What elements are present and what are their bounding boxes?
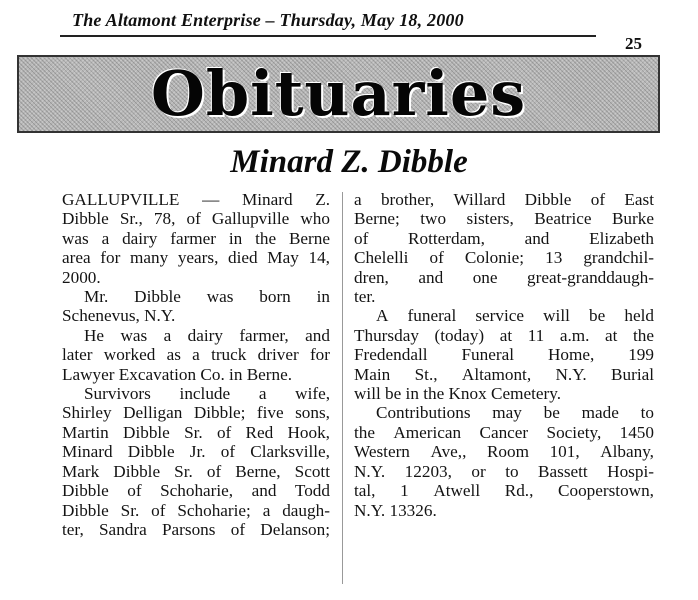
text-line <box>62 326 330 345</box>
word: farmer <box>170 228 217 248</box>
text-line <box>354 403 654 422</box>
word: at <box>499 325 513 345</box>
word: grandchil- <box>583 248 654 268</box>
word: American <box>393 422 462 442</box>
text-line <box>62 345 330 364</box>
word: of <box>354 228 369 248</box>
word: Parsons <box>161 519 216 539</box>
word: a.m. <box>559 325 590 345</box>
text-line <box>354 306 654 325</box>
word: A <box>376 306 389 326</box>
word: sisters, <box>466 209 514 229</box>
word: Dibble <box>62 209 109 229</box>
word: and <box>418 267 444 287</box>
text-line: will be in the Knox Cemetery. <box>354 384 561 404</box>
word: Mr. <box>84 287 109 307</box>
word: Dibble <box>123 422 170 442</box>
text-line <box>354 462 654 481</box>
text-line <box>354 345 654 364</box>
word: Berne; <box>354 209 400 229</box>
word: Sr. <box>120 500 140 520</box>
word: Martin <box>62 422 109 442</box>
word: Rotterdam, <box>408 228 485 248</box>
word: Altamont, <box>461 364 532 384</box>
text-line <box>62 423 330 442</box>
word: later <box>62 345 93 365</box>
word: Rd., <box>504 481 534 501</box>
text-line <box>62 462 330 481</box>
word: Cancer <box>479 422 529 442</box>
word: Chelelli <box>354 248 409 268</box>
word: Burke <box>611 209 654 229</box>
word: Berne, <box>235 461 281 481</box>
word: Mark <box>62 461 100 481</box>
text-line <box>354 209 654 228</box>
text-line: N.Y. 13326. <box>354 500 437 520</box>
text-line <box>354 326 654 345</box>
word: of <box>151 500 166 520</box>
text-line <box>354 248 654 267</box>
word: Minard <box>62 442 113 462</box>
word: N.Y. <box>555 364 587 384</box>
word: for <box>100 248 121 268</box>
text-line: Schenevus, N.Y. <box>62 306 176 326</box>
text-line <box>62 501 330 520</box>
word: a <box>262 500 271 520</box>
word: who <box>300 209 330 229</box>
word: great-granddaugh- <box>527 267 654 287</box>
word: Main <box>354 364 391 384</box>
word: Contributions <box>376 403 471 423</box>
word: tal, <box>354 481 376 501</box>
word: brother, <box>380 190 435 209</box>
text-line <box>354 268 654 287</box>
word: Schoharie, <box>160 481 234 501</box>
word: be <box>589 306 606 326</box>
text-line <box>62 481 330 500</box>
word: Atwell <box>433 481 481 501</box>
word: was <box>206 287 234 307</box>
text-line <box>354 229 654 248</box>
word: Fredendall <box>354 345 428 365</box>
section-banner <box>17 55 660 133</box>
word: Room <box>486 442 529 462</box>
word: Society, <box>546 422 602 442</box>
word: worked <box>103 345 156 365</box>
word: Elizabeth <box>589 228 654 248</box>
obituary-headline: Minard Z. Dibble <box>230 144 468 180</box>
word: Sr. <box>174 461 193 481</box>
word: made <box>581 403 619 423</box>
word: Delanson; <box>260 519 330 539</box>
word: Minard <box>241 190 293 209</box>
word: Dibble <box>127 442 175 462</box>
word: years, <box>177 248 219 268</box>
word: was <box>120 325 148 345</box>
word: of <box>590 190 606 209</box>
word: sons, <box>295 403 330 423</box>
word: St., <box>414 364 438 384</box>
word: for <box>309 345 330 365</box>
word: May <box>267 248 299 268</box>
word: Dibble; <box>193 403 246 423</box>
word: GALLUPVILLE <box>62 190 180 209</box>
word: of <box>206 461 222 481</box>
word: Home, <box>547 345 595 365</box>
text-line <box>62 442 330 461</box>
word: Shirley <box>62 403 112 423</box>
page-number: 25 <box>625 34 642 53</box>
word: Sr., <box>119 209 143 229</box>
word: of <box>186 209 201 229</box>
word: Colonie; <box>464 248 525 268</box>
text-line: Lawyer Excavation Co. in Berne. <box>62 364 293 384</box>
text-line <box>354 481 654 500</box>
word: in <box>316 287 330 307</box>
word: the <box>354 422 375 442</box>
word: was <box>62 228 89 248</box>
word: a <box>354 190 362 209</box>
word: Hook, <box>287 422 330 442</box>
word: include <box>179 384 231 404</box>
word: 1450 <box>619 422 654 442</box>
word: Jr. <box>189 442 206 462</box>
word: a <box>192 345 200 365</box>
word: Survivors <box>84 384 151 404</box>
section-title: Obituaries <box>150 57 527 130</box>
word: one <box>472 267 498 287</box>
word: died <box>228 248 258 268</box>
word: 78, <box>153 209 176 229</box>
word: 11 <box>527 325 545 345</box>
word: a <box>258 384 267 404</box>
word: two <box>420 209 447 229</box>
word: at <box>605 325 618 345</box>
word: Willard <box>453 190 506 209</box>
word: of <box>216 422 232 442</box>
word: (today) <box>434 325 485 345</box>
header-rule <box>60 35 596 37</box>
word: Clarksville, <box>250 442 330 462</box>
word: 14, <box>308 248 330 268</box>
word: ter, <box>62 519 84 539</box>
text-line <box>62 248 330 267</box>
word: Bassett <box>538 461 588 481</box>
text-line: ter. <box>354 287 376 307</box>
word: 199 <box>628 345 654 365</box>
word: wife, <box>295 384 330 404</box>
word: N.Y. <box>354 461 386 481</box>
word: Red <box>245 422 274 442</box>
word: Beatrice <box>534 209 592 229</box>
word: to <box>640 403 654 423</box>
running-head: The Altamont Enterprise – Thursday, May 18, 2000 <box>72 10 464 30</box>
word: a <box>163 325 172 345</box>
text-line <box>62 287 330 306</box>
word: the <box>255 228 277 248</box>
word: in <box>228 228 243 248</box>
text-line <box>62 190 330 209</box>
word: Schoharie; <box>177 500 251 520</box>
word: truck <box>211 345 247 365</box>
word: — <box>202 190 220 209</box>
word: of <box>230 519 246 539</box>
word: of <box>127 481 142 501</box>
word: 12203, <box>404 461 452 481</box>
word: born <box>259 287 291 307</box>
word: Hospi- <box>607 461 654 481</box>
word: Ave,, <box>430 442 467 462</box>
text-line: 2000. <box>62 267 101 287</box>
word: a <box>101 228 110 248</box>
text-line <box>62 229 330 248</box>
word: Albany, <box>600 442 654 462</box>
word: Z. <box>315 190 330 209</box>
word: of <box>429 248 444 268</box>
word: Scott <box>294 461 330 481</box>
word: Sr. <box>184 422 203 442</box>
word: area <box>62 248 91 268</box>
text-line <box>62 209 330 228</box>
word: daugh- <box>282 500 330 520</box>
word: driver <box>257 345 299 365</box>
word: Funeral <box>461 345 514 365</box>
word: Dibble <box>113 461 161 481</box>
word: Gallupville <box>211 209 290 229</box>
text-line <box>354 190 654 209</box>
article-column-right <box>354 190 654 520</box>
word: East <box>624 190 654 209</box>
word: Sandra <box>99 519 147 539</box>
word: Berne <box>288 228 330 248</box>
word: service <box>475 306 525 326</box>
word: held <box>624 306 654 326</box>
word: Dibble <box>524 190 572 209</box>
word: funeral <box>407 306 457 326</box>
word: and <box>251 481 277 501</box>
word: farmer, <box>239 325 289 345</box>
word: 1 <box>400 481 409 501</box>
word: will <box>543 306 570 326</box>
word: dren, <box>354 267 389 287</box>
word: Western <box>354 442 410 462</box>
word: or <box>471 461 486 481</box>
article-column-left <box>62 190 330 539</box>
word: Delligan <box>123 403 183 423</box>
word: the <box>633 325 654 345</box>
word: as <box>166 345 181 365</box>
text-line <box>62 384 330 403</box>
word: dairy <box>122 228 158 248</box>
word: of <box>220 442 236 462</box>
word: and <box>305 325 330 345</box>
text-line <box>354 442 654 461</box>
text-line <box>62 520 330 539</box>
column-divider <box>342 192 343 584</box>
word: Todd <box>294 481 330 501</box>
text-line <box>354 423 654 442</box>
word: and <box>524 228 550 248</box>
word: five <box>256 403 284 423</box>
word: Dibble <box>62 500 109 520</box>
word: Dibble <box>134 287 181 307</box>
word: be <box>543 403 560 423</box>
word: may <box>492 403 522 423</box>
word: 101, <box>549 442 580 462</box>
word: to <box>505 461 519 481</box>
word: Thursday <box>354 325 419 345</box>
word: He <box>84 325 105 345</box>
word: Dibble <box>62 481 109 501</box>
word: 13 <box>545 248 563 268</box>
word: Burial <box>611 364 654 384</box>
word: dairy <box>187 325 223 345</box>
word: many <box>129 248 169 268</box>
text-line <box>62 403 330 422</box>
word: Cooperstown, <box>558 481 654 501</box>
text-line <box>354 365 654 384</box>
